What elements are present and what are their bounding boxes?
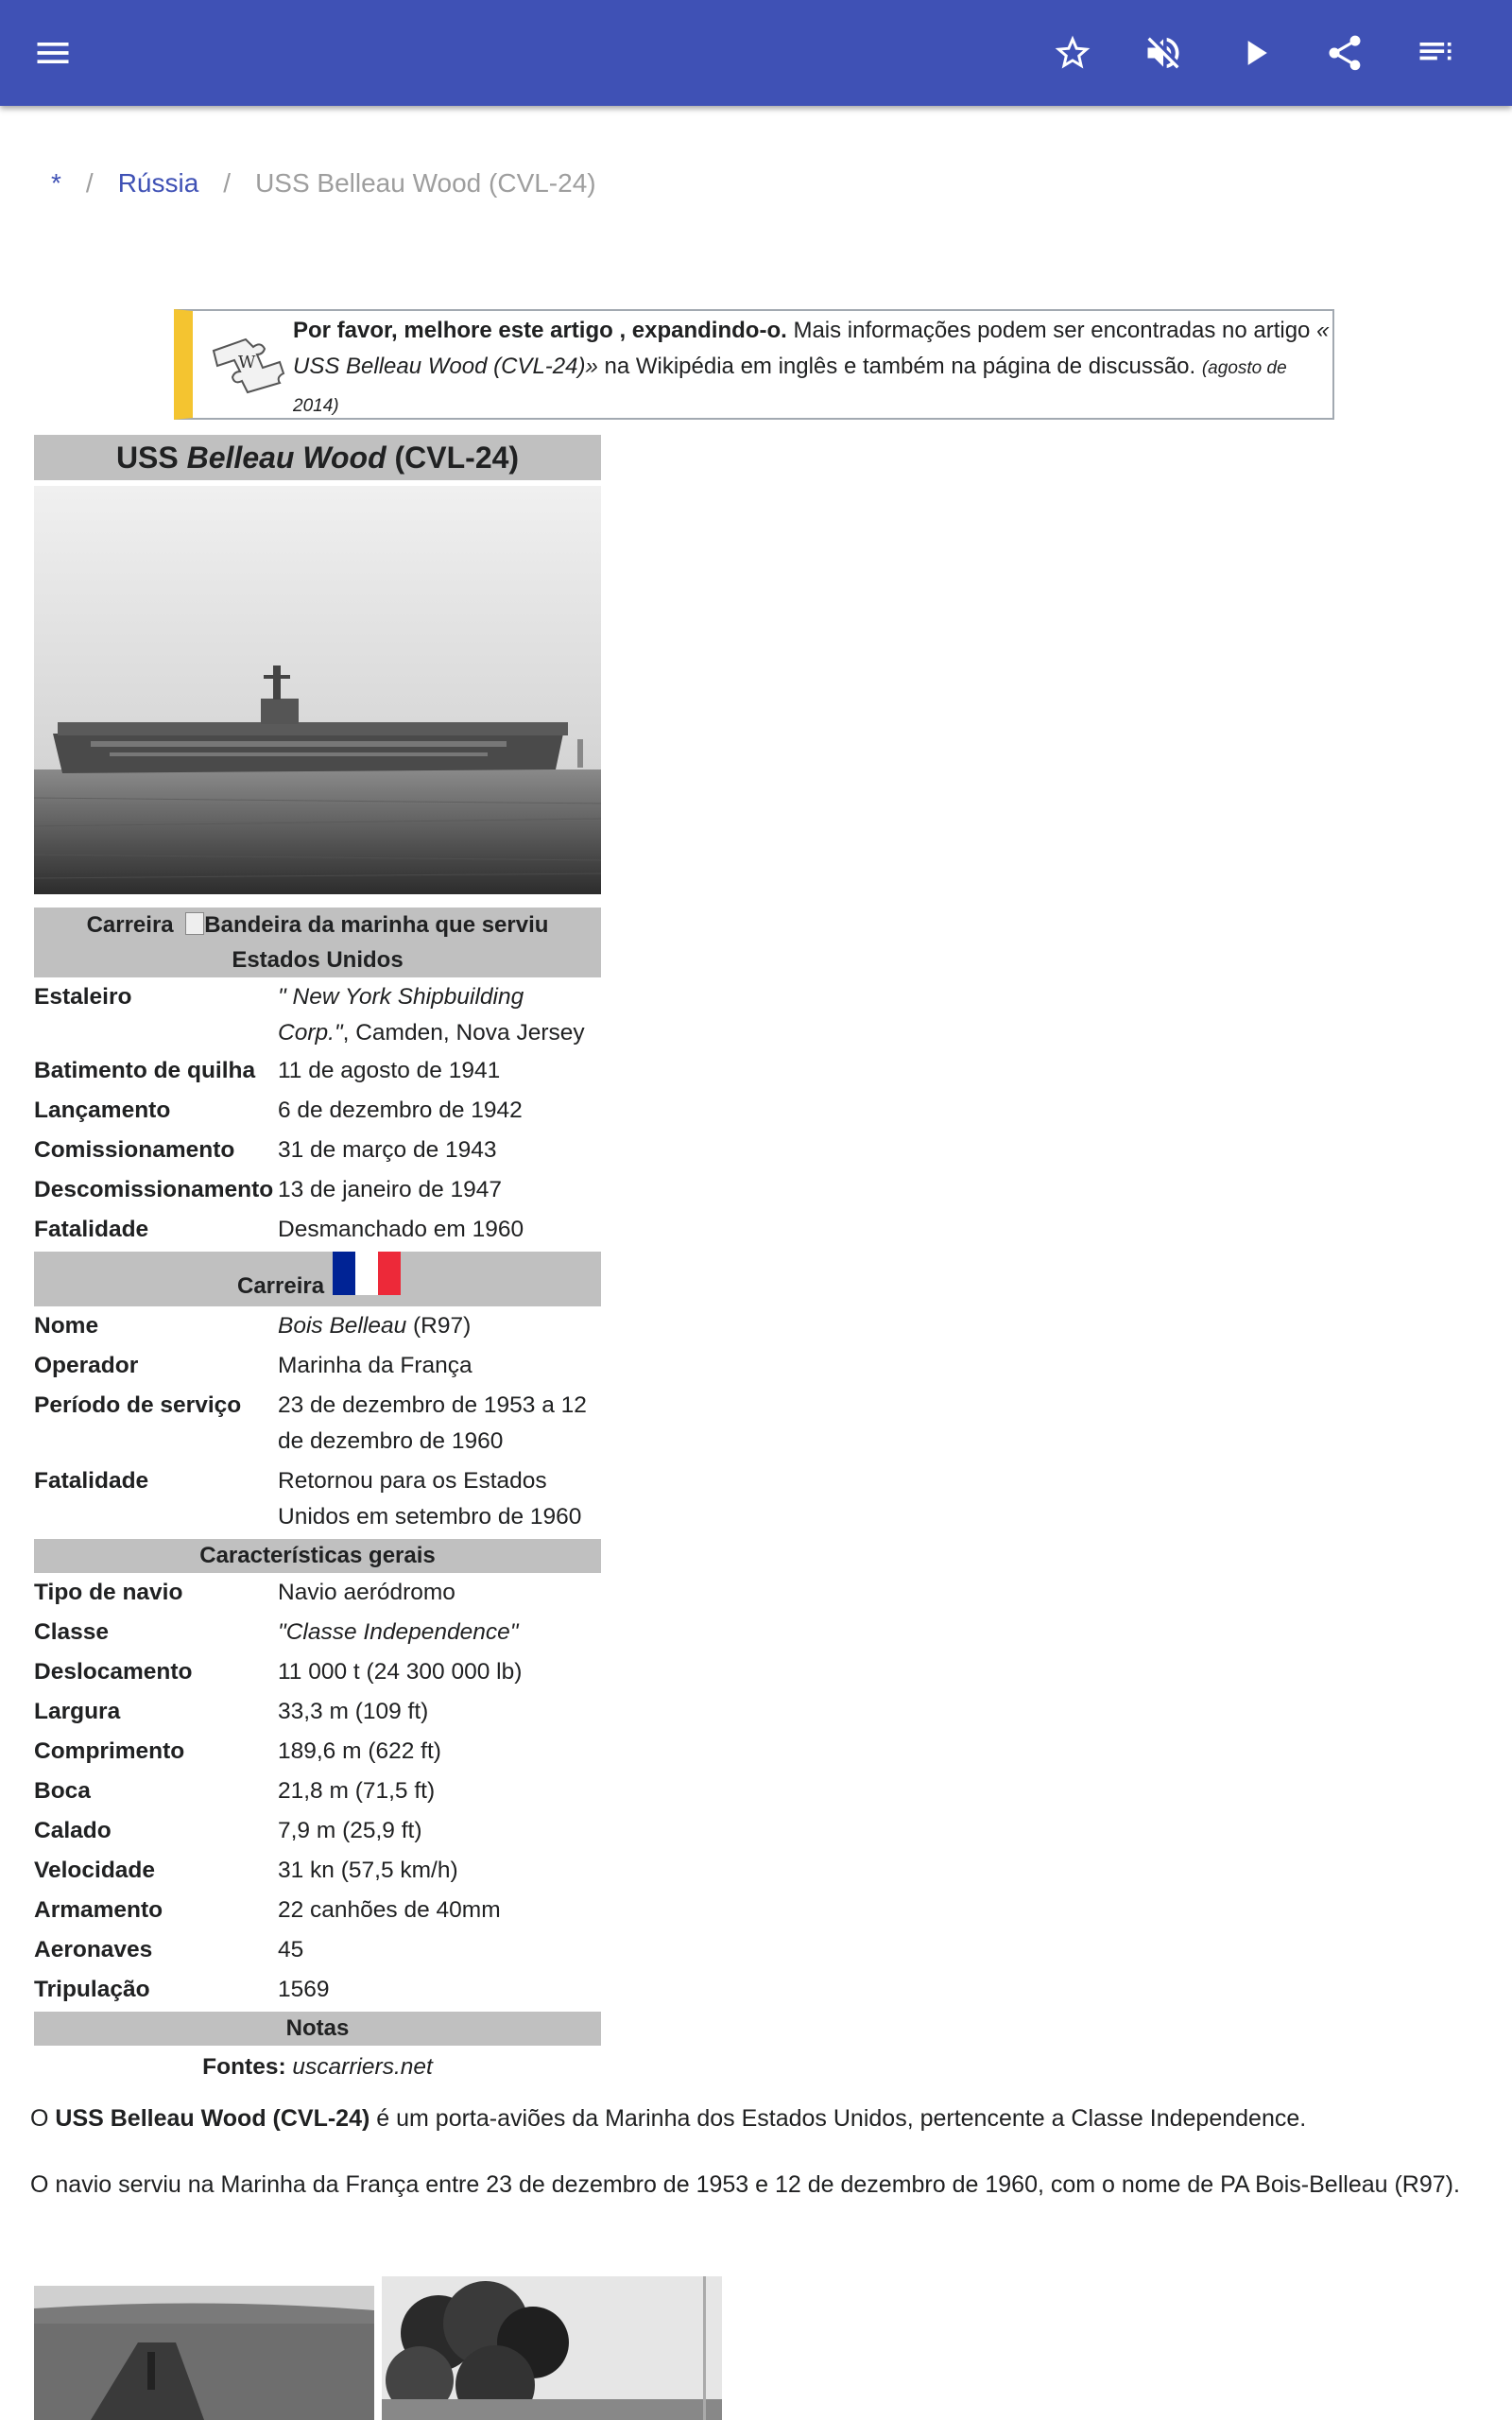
row-value-text: (R97) xyxy=(406,1313,472,1339)
share-button[interactable] xyxy=(1316,25,1373,81)
infobox-row xyxy=(34,1930,601,1970)
row-key: Velocidade xyxy=(34,1858,156,1883)
breadcrumb xyxy=(51,168,596,199)
career-france-rows xyxy=(34,1306,601,1535)
row-key: Estaleiro xyxy=(34,984,132,1010)
general-characteristics-header: Características gerais xyxy=(34,1539,601,1573)
notice-text xyxy=(293,313,1332,424)
row-value: 7,9 m (25,9 ft) xyxy=(278,1818,422,1843)
row-value: 1569 xyxy=(278,1977,330,2002)
infobox-row xyxy=(34,1460,601,1535)
row-key: Largura xyxy=(34,1699,121,1724)
svg-text:W: W xyxy=(238,353,256,372)
contents-button[interactable] xyxy=(1407,25,1464,81)
paragraph-text: é um porta-aviões da Marinha dos Estados Unidos, pertencente a Classe Independence. xyxy=(369,2105,1307,2132)
row-key: Nome xyxy=(34,1313,99,1339)
play-button[interactable] xyxy=(1227,25,1283,81)
row-key: Batimento de quilha xyxy=(34,1058,256,1083)
gallery-photo-ship-aerial[interactable] xyxy=(34,2286,374,2420)
notice-bold-text: Por favor, melhore este artigo , expandindo-o. xyxy=(293,318,787,343)
row-value: 22 canhões de 40mm xyxy=(278,1897,501,1923)
menu-icon xyxy=(32,32,74,74)
row-value: 45 xyxy=(278,1937,304,1962)
infobox-row xyxy=(34,1970,601,2010)
infobox-row xyxy=(34,1851,601,1891)
service-paragraph: O navio serviu na Marinha da França entre 23 de dezembro de 1953 e 12 de dezembro de 1960, com o nome de PA Bois-Belleau (R97). xyxy=(30,2171,1460,2198)
menu-button[interactable] xyxy=(25,25,81,81)
infobox-row xyxy=(34,1573,601,1613)
row-value: Marinha da França xyxy=(278,1353,472,1378)
infobox-row xyxy=(34,977,601,1051)
row-key: Tripulação xyxy=(34,1977,150,2002)
row-key: Aeronaves xyxy=(34,1937,153,1962)
row-key: Período de serviço xyxy=(34,1392,242,1418)
general-rows xyxy=(34,1573,601,2010)
career-france-header xyxy=(34,1252,601,1306)
row-value-text: , Camden, Nova Jersey xyxy=(342,1020,585,1046)
infobox-row xyxy=(34,1131,601,1170)
ship-photo[interactable] xyxy=(34,486,601,894)
breadcrumb-parent-link[interactable]: Rússia xyxy=(117,168,199,198)
infobox-row xyxy=(34,1811,601,1851)
row-value: 33,3 m (109 ft) xyxy=(278,1699,429,1724)
infobox-title xyxy=(34,435,601,480)
gallery-photo-ship-smoke[interactable] xyxy=(382,2276,722,2420)
infobox-row xyxy=(34,1613,601,1652)
mute-button[interactable] xyxy=(1135,25,1192,81)
career-us-header xyxy=(34,908,601,977)
row-key: Fatalidade xyxy=(34,1217,149,1242)
app-bar xyxy=(0,0,1512,106)
infobox-row xyxy=(34,1346,601,1386)
career-us-rows xyxy=(34,977,601,1250)
infobox-title-suffix: (CVL-24) xyxy=(386,441,520,475)
row-key: Deslocamento xyxy=(34,1659,193,1685)
row-key: Armamento xyxy=(34,1897,163,1923)
row-key: Tipo de navio xyxy=(34,1580,183,1605)
breadcrumb-separator: / xyxy=(85,168,94,198)
row-value: Retornou para os Estados Unidos em setembro de 1960 xyxy=(278,1468,582,1530)
career-header-label: Carreira xyxy=(86,912,174,938)
sources-line xyxy=(34,2049,601,2085)
infobox-row xyxy=(34,1210,601,1250)
playlist-icon xyxy=(1415,32,1456,74)
row-value-italic: Bois Belleau xyxy=(278,1313,407,1339)
row-key: Classe xyxy=(34,1619,110,1645)
wikipedia-puzzle-icon xyxy=(200,330,287,398)
row-value: 13 de janeiro de 1947 xyxy=(278,1177,503,1202)
bookmark-button[interactable] xyxy=(1044,25,1101,81)
play-icon xyxy=(1234,32,1276,74)
infobox-row xyxy=(34,1891,601,1930)
notes-header: Notas xyxy=(34,2012,601,2046)
volume-off-icon xyxy=(1143,32,1184,74)
row-value: 23 de dezembro de 1953 a 12 de dezembro de 1960 xyxy=(278,1392,587,1454)
france-flag-icon xyxy=(333,1252,401,1295)
row-key: Comissionamento xyxy=(34,1137,235,1163)
infobox-row xyxy=(34,1652,601,1692)
infobox-row xyxy=(34,1051,601,1091)
row-key: Fatalidade xyxy=(34,1468,149,1494)
sources-label: Fontes: xyxy=(202,2054,286,2080)
row-key: Boca xyxy=(34,1778,91,1804)
infobox-title-italic: Belleau Wood xyxy=(186,441,387,475)
career-country: Estados Unidos xyxy=(232,947,404,973)
infobox-row xyxy=(34,1091,601,1131)
breadcrumb-home-link[interactable]: * xyxy=(51,168,61,198)
broken-image-icon xyxy=(185,912,204,935)
notice-text-part: na Wikipédia em inglês e também na página de discussão. xyxy=(597,354,1202,379)
notice-article-link[interactable]: « USS Belleau Wood (CVL-24)» xyxy=(293,318,1330,379)
infobox-title-prefix: USS xyxy=(115,441,187,475)
share-icon xyxy=(1324,32,1366,74)
row-key: Lançamento xyxy=(34,1098,171,1123)
infobox-row xyxy=(34,1386,601,1460)
infobox-row xyxy=(34,1692,601,1732)
row-value xyxy=(278,979,601,1051)
row-value: 6 de dezembro de 1942 xyxy=(278,1098,523,1123)
row-value: 21,8 m (71,5 ft) xyxy=(278,1778,436,1804)
row-value: 189,6 m (622 ft) xyxy=(278,1738,441,1764)
row-key: Calado xyxy=(34,1818,112,1843)
row-key: Operador xyxy=(34,1353,139,1378)
row-value: Desmanchado em 1960 xyxy=(278,1217,524,1242)
paragraph-text: O xyxy=(30,2105,56,2132)
row-value-italic[interactable]: " New York Shipbuilding Corp." xyxy=(278,984,524,1046)
notice-text-part: Mais informações podem ser encontradas no artigo xyxy=(786,318,1317,343)
row-value[interactable]: "Classe Independence" xyxy=(278,1619,519,1645)
career-header-label: Carreira xyxy=(237,1273,325,1299)
row-value: 11 de agosto de 1941 xyxy=(278,1058,501,1083)
row-value: 31 de março de 1943 xyxy=(278,1137,497,1163)
ship-infobox xyxy=(34,435,601,2085)
row-value: 11 000 t (24 300 000 lb) xyxy=(278,1659,523,1685)
infobox-row xyxy=(34,1170,601,1210)
row-key: Comprimento xyxy=(34,1738,185,1764)
expand-article-notice xyxy=(174,309,1334,420)
paragraph-bold: USS Belleau Wood (CVL-24) xyxy=(55,2105,370,2132)
intro-paragraph xyxy=(30,2100,1467,2136)
infobox-row xyxy=(34,1772,601,1811)
row-value xyxy=(278,1306,601,1346)
notice-date: (agosto de 2014) xyxy=(293,358,1287,416)
infobox-row xyxy=(34,1732,601,1772)
star-outline-icon xyxy=(1052,32,1093,74)
sources-link[interactable]: uscarriers.net xyxy=(292,2054,433,2080)
breadcrumb-separator: / xyxy=(223,168,232,198)
row-value: 31 kn (57,5 km/h) xyxy=(278,1858,458,1883)
row-value: Navio aeródromo xyxy=(278,1580,455,1605)
breadcrumb-current: USS Belleau Wood (CVL-24) xyxy=(255,168,596,198)
flag-alt-text: Bandeira da marinha que serviu xyxy=(204,912,549,938)
infobox-row xyxy=(34,1306,601,1346)
row-key: Descomissionamento xyxy=(34,1177,274,1202)
